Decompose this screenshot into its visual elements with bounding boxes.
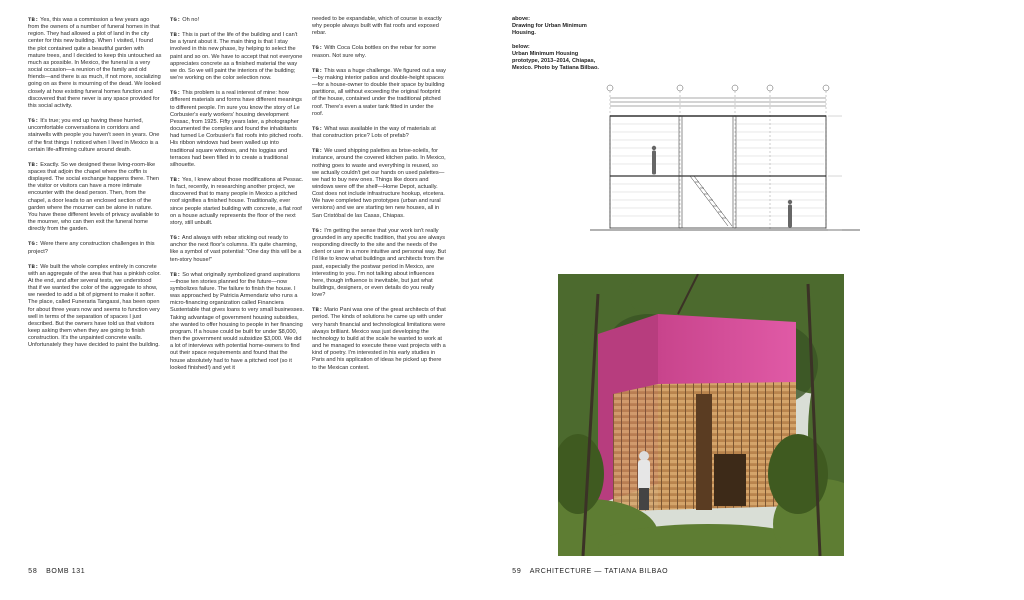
speaker-tag: TG: — [28, 240, 39, 248]
caption-below: below: Urban Minimum Housing prototype, 2013–2014, Chiapas, Mexico. Photo by Tatiana Bilbao. — [512, 44, 599, 71]
page-number-left: 58 — [28, 568, 38, 576]
interview-paragraph — [312, 67, 446, 118]
paragraph-text: Yes, this was a commission a few years ago from the owners of a number of funeral homes in that region. They had allowed a plot of land in the city center for this new building. When I visited, I found the plot contained quite a beautiful garden with mature trees, and I decided to keep this untouched as much as possible. In Mexico, the funeral is a very social occasion—a reunion of the family and old friends—and there is as much, if not more, socializing going on as there is mourning of the dead. We looked closely at how existing funeral homes function and discovered that there never is any space provided for this social activity. — [28, 17, 162, 109]
interview-paragraph — [28, 263, 162, 350]
speaker-tag: TG: — [312, 124, 323, 132]
interview-paragraph — [170, 234, 304, 264]
speaker-tag: TG: — [28, 117, 39, 125]
interview-paragraph — [28, 161, 162, 234]
magazine-label: BOMB 131 — [46, 568, 86, 575]
paragraph-text: needed to be expandable, which of course is exactly why people always built with flat roofs and exposed rebar. — [312, 16, 442, 37]
paragraph-text: Mario Pani was one of the great architects of that period. The kinds of solutions he came up with under very harsh financial and technological limitations were always brilliant. Mexico was just developing the technology to build at the scale he wanted to work at and he managed to execute these vast projects with a kind of poetry. I'm interested in his early studies in Paris and his application of ideas he picked up there to the Mexican context. — [312, 307, 446, 371]
paragraph-text: Yes, I knew about those modifications at Pessac. In fact, recently, in researching another project, we discovered that to many people in Mexico a pitched roof signifies a finished house. Traditionally, ever since people started building with concrete, a flat roof on a house actually represents the floor of the next story, still unbuilt. — [170, 176, 304, 226]
folio-left — [28, 568, 85, 576]
paragraph-text: This is part of the life of the building and I can't be a tyrant about it. The main thing is that I stay involved in this new phase, by helping to select the paint and so on. We have to accept that not everyone appreciates concrete as a finished material the way we do. So we will paint the interiors of the building; we're working on the color selection now. — [170, 32, 303, 82]
speaker-tag: TG: — [312, 226, 323, 234]
paragraph-text: Exactly. So we designed these living-room-like spaces that adjoin the chapel where the coffin is displayed. The social exchange happens there. Then the visitor or visitors can have a more intimate encounter with the dead person. Then, from the chapel, a door leads to an enclosed section of the garden where the mourner can be alone in nature. You have these different levels of privacy available to the mourner, who can then exit the funeral home directly from the garden. — [28, 161, 160, 233]
paragraph-text: Were there any construction challenges in this project? — [28, 241, 155, 255]
interview-paragraph — [28, 16, 162, 110]
speaker-tag: TB: — [312, 306, 323, 314]
speaker-tag: TB: — [170, 175, 181, 183]
interview-paragraph — [312, 147, 446, 220]
paragraph-text: This was a huge challenge. We figured out a way—by making interior patios and double-height spaces—for a house-owner to double their space by building partitions, all without exceeding the original footprint of the house, contained under the traditional pitched roof. There's even a water tank fitted in under the roof. — [312, 67, 446, 117]
interview-paragraph — [28, 240, 162, 255]
speaker-tag: TB: — [28, 160, 39, 168]
speaker-tag: TG: — [170, 234, 181, 242]
paragraph-text: So what originally symbolized grand aspirations—those ten stories planned for the future—now symbolizes failure. The failure to finish the house. I was approached by Patricia Armendariz who runs a micro-financing organization called Financiera Sustentable that gives loans to very small businesses. Taking advantage of government housing subsidies, she wanted to offer housing to people in her financing program. If a house could be built for under $8,000, then the government would subsidize $3,000. We did a lot of interviews with potential home-owners to find out their space requirements and found that the house absolutely had to have a pitched roof (so it looked finished!) and yet it — [170, 271, 305, 371]
paragraph-text: What was available in the way of materials at that construction price? Lots of prefab? — [312, 125, 436, 140]
speaker-tag: TB: — [170, 270, 181, 278]
paragraph-text: It's true; you end up having these hurried, uncomfortable conversations in corridors and stairwells with people you haven't seen in years. One of the first things I noticed when I lived in Mexico is a certain life-affirming culture around death. — [28, 118, 160, 153]
paragraph-text: I'm getting the sense that your work isn't really grounded in any specific tradition, that you are always responding directly to the site and the needs of the client or user in a more intuitive and personal way. But I'd like to know what buildings and architects from the past, especially the postwar period in Mexico, are interesting to you. I'm not talking about influences here, though influence is inevitable, but just what buildings, designers, or even details do you really love? — [312, 227, 446, 299]
paragraph-text: With Coca Cola bottles on the rebar for some reason. Not sure why. — [312, 45, 437, 59]
interview-paragraph — [170, 89, 304, 169]
interview-paragraph — [170, 16, 304, 24]
caption-above: above: Drawing for Urban Minimum Housing. — [512, 16, 587, 36]
interview-paragraph — [312, 125, 446, 140]
text-column-1 — [28, 16, 162, 357]
interview-paragraph — [170, 31, 304, 82]
paragraph-text: We used shipping palettes as brise-soleils, for instance, around the covered kitchen patio. In Mexico, nothing goes to waste and everything is reused, so we actually couldn't get our hands on used palettes—we had to buy new ones. Things like doors and windows were off the shelf—Home Depot, actually. Cost does not include infrastructure hookup, etcetera. We have completed two prototypes (urban and rural versions) and we are starting ten new houses, all in San Cristóbal de las Casas, Chiapas. — [312, 148, 446, 219]
text-column-2 — [170, 16, 304, 379]
prototype-photo — [558, 274, 844, 556]
speaker-tag: TG: — [170, 89, 181, 97]
interview-paragraph — [170, 271, 304, 372]
folio-right — [512, 568, 668, 576]
paragraph-text: Oh no! — [182, 17, 200, 23]
page-number-right: 59 — [512, 568, 522, 576]
interview-paragraph — [312, 227, 446, 300]
speaker-tag: TB: — [170, 31, 181, 39]
paragraph-text: And always with rebar sticking out ready to anchor the next floor's columns. It's quite charming, like a symbol of vast potential: "One day this will be a ten-story house!" — [170, 235, 302, 263]
interview-paragraph — [28, 117, 162, 154]
speaker-tag: TB: — [28, 16, 39, 23]
speaker-tag: TB: — [28, 262, 39, 270]
interview-paragraph — [312, 306, 446, 371]
interview-paragraph — [312, 16, 446, 37]
speaker-tag: TG: — [312, 44, 323, 52]
speaker-tag: TB: — [312, 147, 323, 155]
image-captions — [512, 16, 602, 79]
interview-paragraph — [170, 176, 304, 227]
speaker-tag: TB: — [312, 66, 323, 74]
text-column-3 — [312, 16, 446, 379]
section-drawing — [590, 80, 860, 240]
interview-paragraph — [312, 44, 446, 59]
paragraph-text: We built the whole complex entirely in concrete with an aggregate of the area that has a pinkish color. At the end, and after several tests, we understood that if we wanted the color of the aggregate to show, we needed to add a bit of pigment to make it softer. The place, called Funeraria Tangassi, has been open for about three years now and seems to function very well in terms of the separation of spaces I just described. But the owners have told us that visitors keep asking them when they are going to finish construction. It's the unpainted concrete walls. Unfortunately they have decided to paint the building. — [28, 263, 161, 349]
paragraph-text: This problem is a real interest of mine: how different materials and forms have different meanings to different people. I'm sure you know the story of Le Corbusier's early workers' housing development Pessac, from 1925. Fifty years later, a photographer documented the complex and found the inhabitants had turned Le Corbusier's flat roofs into pitched roofs. His ribbon windows had been walled up into traditional square windows, and his loggias and terraces had been filled in to create a traditional silhouette. — [170, 90, 303, 168]
section-label: ARCHITECTURE — TATIANA BILBAO — [529, 568, 669, 575]
speaker-tag: TG: — [170, 16, 181, 23]
